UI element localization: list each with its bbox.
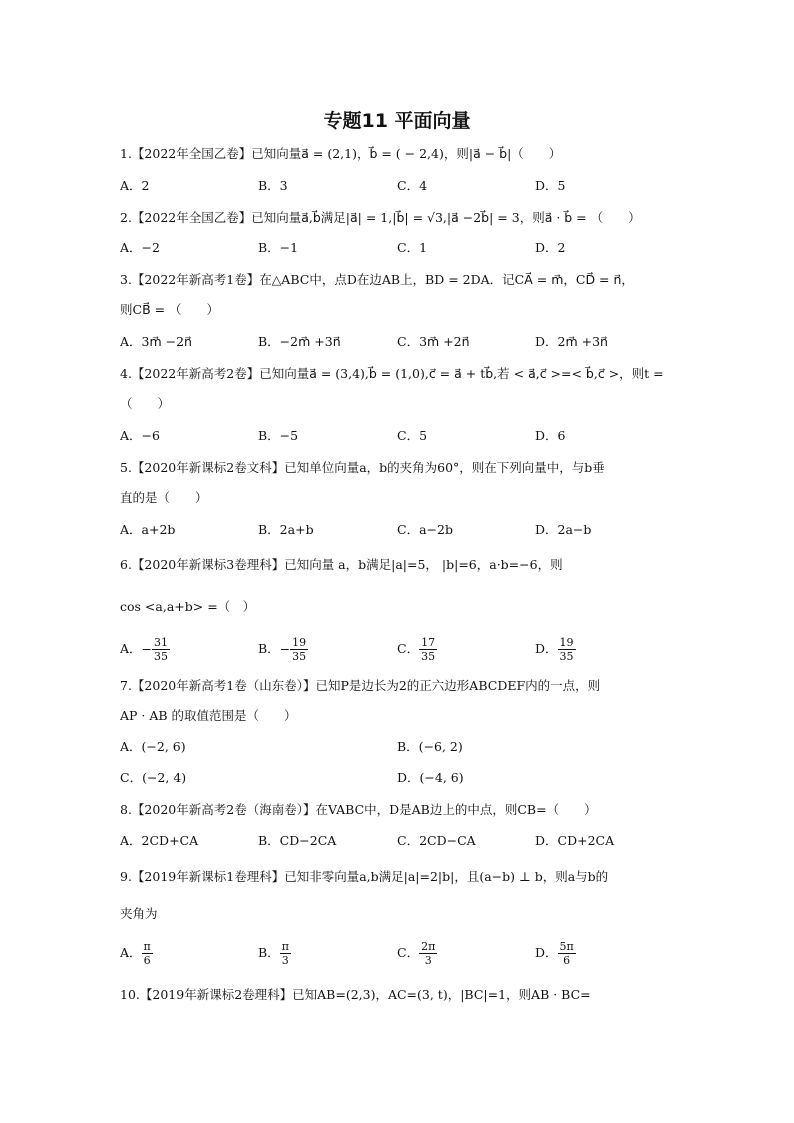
q2-option-b: B．−1 xyxy=(258,240,299,255)
question-5-stem-line1: 5.【2020年新课标2卷文科】已知单位向量a，b的夹角为60°，则在下列向量中，与b垂 xyxy=(120,460,605,475)
question-9-stem-line1: 9.【2019年新课标1卷理科】已知非零向量a,b满足|a|=2|b|，且(a−b) ⊥ b，则a与b的 xyxy=(120,869,609,884)
q2-option-a: A．−2 xyxy=(120,240,160,255)
q4-option-d: D．6 xyxy=(535,428,566,443)
q9-option-d: D． $\frac{5\pi}{6}$ xyxy=(535,940,574,967)
question-2-stem: 2.【2022年全国乙卷】已知向量a⃗,b⃗满足|a⃗| = 1,|b⃗| = √3,|a⃗ −2b⃗| = 3，则a⃗ · b⃗ = （ ） xyxy=(120,210,641,225)
q1-option-b: B．3 xyxy=(258,178,288,193)
q6-option-d: D． $\frac{19}{35}$ xyxy=(535,636,574,663)
q7-option-b: B．(−6, 2) xyxy=(397,739,463,754)
q8-option-c: C．2CD−CA xyxy=(397,833,476,848)
q6-option-a: A．− $\frac{31}{35}$ xyxy=(120,636,169,663)
question-10-stem: 10.【2019年新课标2卷理科】已知AB=(2,3)，AC=(3, t)，|BC|=1，则AB · BC= xyxy=(120,987,591,1002)
question-5-stem-line2: 直的是（ ） xyxy=(120,490,208,505)
question-6-stem-line2: cos <a,a+b> =（ ） xyxy=(120,599,256,614)
q7-option-c: C．(−2, 4) xyxy=(120,770,187,785)
q6-option-c: C． $\frac{17}{35}$ xyxy=(397,636,436,663)
q3-option-c: C．3m⃗ +2n⃗ xyxy=(397,334,470,349)
q9-option-b: B． $\frac{\pi}{3}$ xyxy=(258,940,289,967)
question-3-stem-line2: 则CB⃗ = （ ） xyxy=(120,302,220,317)
q5-option-d: D．2a−b xyxy=(535,522,592,537)
q6-option-b: B．− $\frac{19}{35}$ xyxy=(258,636,307,663)
q1-option-c: C．4 xyxy=(397,178,428,193)
q3-option-a: A．3m⃗ −2n⃗ xyxy=(120,334,192,349)
q4-option-c: C．5 xyxy=(397,428,428,443)
question-1-stem: 1.【2022年全国乙卷】已知向量a⃗ = (2,1)，b⃗ = ( − 2,4)，则|a⃗ − b⃗|（ ） xyxy=(120,146,562,161)
q5-option-a: A．a+2b xyxy=(120,522,176,537)
q3-option-d: D．2m⃗ +3n⃗ xyxy=(535,334,608,349)
question-7-stem-line1: 7.【2020年新高考1卷（山东卷）】已知P是边长为2的正六边形ABCDEF内的一点，则 xyxy=(120,678,601,693)
q8-option-a: A．2CD+CA xyxy=(120,833,199,848)
q4-option-b: B．−5 xyxy=(258,428,299,443)
q7-option-a: A．(−2, 6) xyxy=(120,739,186,754)
q8-option-b: B．CD−2CA xyxy=(258,833,337,848)
q3-option-b: B．−2m⃗ +3n⃗ xyxy=(258,334,341,349)
q5-option-b: B．2a+b xyxy=(258,522,314,537)
question-4-stem-line1: 4.【2022年新高考2卷】已知向量a⃗ = (3,4),b⃗ = (1,0),c⃗ = a⃗ + tb⃗,若 < a⃗,c⃗ >=< b⃗,c⃗ >，则t = xyxy=(120,366,664,381)
page-title: 专题11 平面向量 xyxy=(323,110,471,132)
question-4-stem-line2: （ ） xyxy=(120,396,171,411)
q2-option-d: D．2 xyxy=(535,240,566,255)
q5-option-c: C．a−2b xyxy=(397,522,453,537)
question-9-stem-line2: 夹角为 xyxy=(120,906,158,921)
q1-option-a: A．2 xyxy=(120,178,150,193)
question-6-stem-line1: 6.【2020年新课标3卷理科】已知向量 a，b满足|a|=5， |b|=6，a·b=−6，则 xyxy=(120,557,563,572)
question-8-stem: 8.【2020年新高考2卷（海南卷）】在VABC中，D是AB边上的中点，则CB=（ ） xyxy=(120,802,597,817)
question-3-stem-line1: 3.【2022年新高考1卷】在△ABC中，点D在边AB上，BD = 2DA．记CA⃗ = m⃗，CD⃗ = n⃗， xyxy=(120,272,634,287)
q8-option-d: D．CD+2CA xyxy=(535,833,615,848)
q2-option-c: C．1 xyxy=(397,240,428,255)
q4-option-a: A．−6 xyxy=(120,428,160,443)
q1-option-d: D．5 xyxy=(535,178,566,193)
q7-option-d: D．(−4, 6) xyxy=(397,770,464,785)
q9-option-c: C． $\frac{2\pi}{3}$ xyxy=(397,940,436,967)
question-7-stem-line2: AP · AB 的取值范围是（ ） xyxy=(120,708,297,723)
q9-option-a: A． $\frac{\pi}{6}$ xyxy=(120,940,151,967)
